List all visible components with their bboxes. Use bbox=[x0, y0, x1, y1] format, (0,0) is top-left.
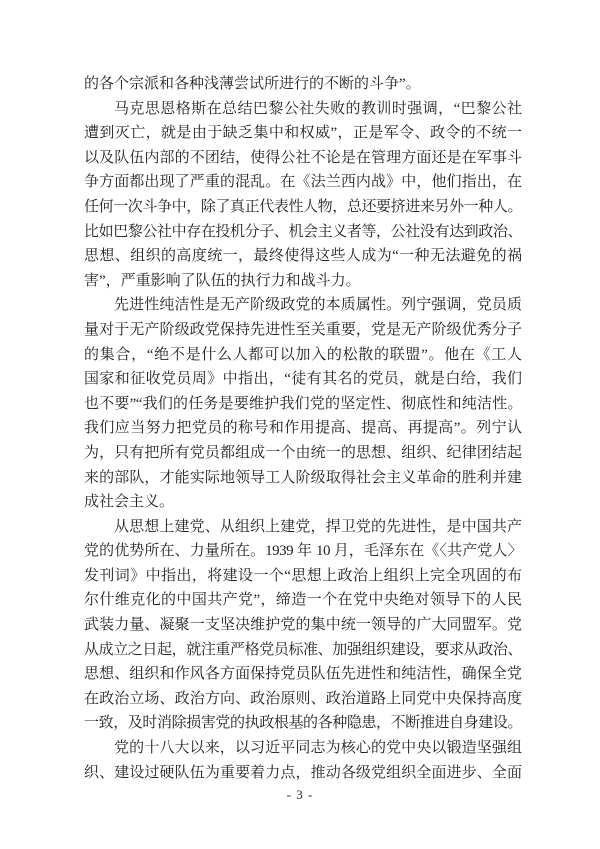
text-line: 一致，及时消除损害党的执政根基的各种隐患，不断推进自身建设。 bbox=[84, 715, 522, 732]
text-line: 国家和征收党员周》中指出，“徒有其名的党员，就是白给，我们 bbox=[84, 371, 522, 388]
text-line: 任何一次斗争中，除了真正代表性人物，总还要挤进来另外一种人。 bbox=[84, 198, 522, 215]
text-line: 党的优势所在、力量所在。1939 年 10 月，毛泽东在《〈共产党人〉 bbox=[84, 543, 522, 560]
text-line: 成社会主义。 bbox=[84, 494, 175, 511]
text-line: 尔什维克化的中国共产党”，缔造一个在党中央绝对领导下的人民 bbox=[84, 592, 522, 609]
text-line: 党的十八大以来，以习近平同志为核心的党中央以锻造坚强组 bbox=[114, 740, 522, 757]
text-line: 比如巴黎公社中存在投机分子、机会主义者等，公社没有达到政治、 bbox=[84, 223, 522, 240]
text-line: 我们应当努力把党员的称号和作用提高、提高、再提高”。列宁认 bbox=[84, 420, 522, 437]
text-line: 织、建设过硬队伍为重要着力点，推动各级党组织全面进步、全面 bbox=[84, 764, 522, 781]
page-number: - 3 - bbox=[286, 787, 314, 802]
text-line: 的集合，“绝不是什么人都可以加入的松散的联盟”。他在《工人 bbox=[84, 346, 522, 363]
text-line: 马克思恩格斯在总结巴黎公社失败的教训时强调，“巴黎公社 bbox=[114, 100, 522, 117]
page-footer bbox=[0, 786, 600, 804]
text-line: 争方面都出现了严重的混乱。在《法兰西内战》中，他们指出，在 bbox=[84, 174, 522, 191]
text-line: 思想、组织和作风各方面保持党员队伍先进性和纯洁性，确保全党 bbox=[84, 666, 522, 683]
text-line: 遭到灭亡，就是由于缺乏集中和权威”，正是军令、政令的不统一 bbox=[84, 125, 522, 142]
text-line: 思想、组织的高度统一，最终使得这些人成为“一种无法避免的祸 bbox=[84, 248, 522, 265]
text-line: 从思想上建党、从组织上建党，捍卫党的先进性，是中国共产 bbox=[114, 518, 522, 535]
text-line: 在政治立场、政治方向、政治原则、政治道路上同党中央保持高度 bbox=[84, 690, 522, 707]
text-line: 来的部队，才能实际地领导工人阶级取得社会主义革命的胜利并建 bbox=[84, 469, 522, 486]
text-line: 为，只有把所有党员都组成一个由统一的思想、组织、纪律团结起 bbox=[84, 444, 522, 461]
text-line: 武装力量、凝聚一支坚决维护党的集中统一领导的广大同盟军。党 bbox=[84, 617, 522, 634]
text-line: 发刊词》中指出，将建设一个“思想上政治上组织上完全巩固的布 bbox=[84, 567, 522, 584]
text-line: 从成立之日起，就注重严格党员标准、加强组织建设，要求从政治、 bbox=[84, 641, 522, 658]
text-line: 的各个宗派和各种浅薄尝试所进行的不断的斗争”。 bbox=[84, 76, 421, 92]
body-text bbox=[84, 72, 522, 785]
text-line: 害”，严重影响了队伍的执行力和战斗力。 bbox=[84, 272, 361, 289]
text-line: 量对于无产阶级政党保持先进性至关重要，党是无产阶级优秀分子 bbox=[84, 321, 522, 338]
text-line: 先进性纯洁性是无产阶级政党的本质属性。列宁强调，党员质 bbox=[114, 297, 522, 314]
text-line: 以及队伍内部的不团结，使得公社不论是在管理方面还是在军事斗 bbox=[84, 149, 522, 166]
text-line: 也不要”“我们的任务是要维护我们党的坚定性、彻底性和纯洁性。 bbox=[84, 395, 522, 412]
